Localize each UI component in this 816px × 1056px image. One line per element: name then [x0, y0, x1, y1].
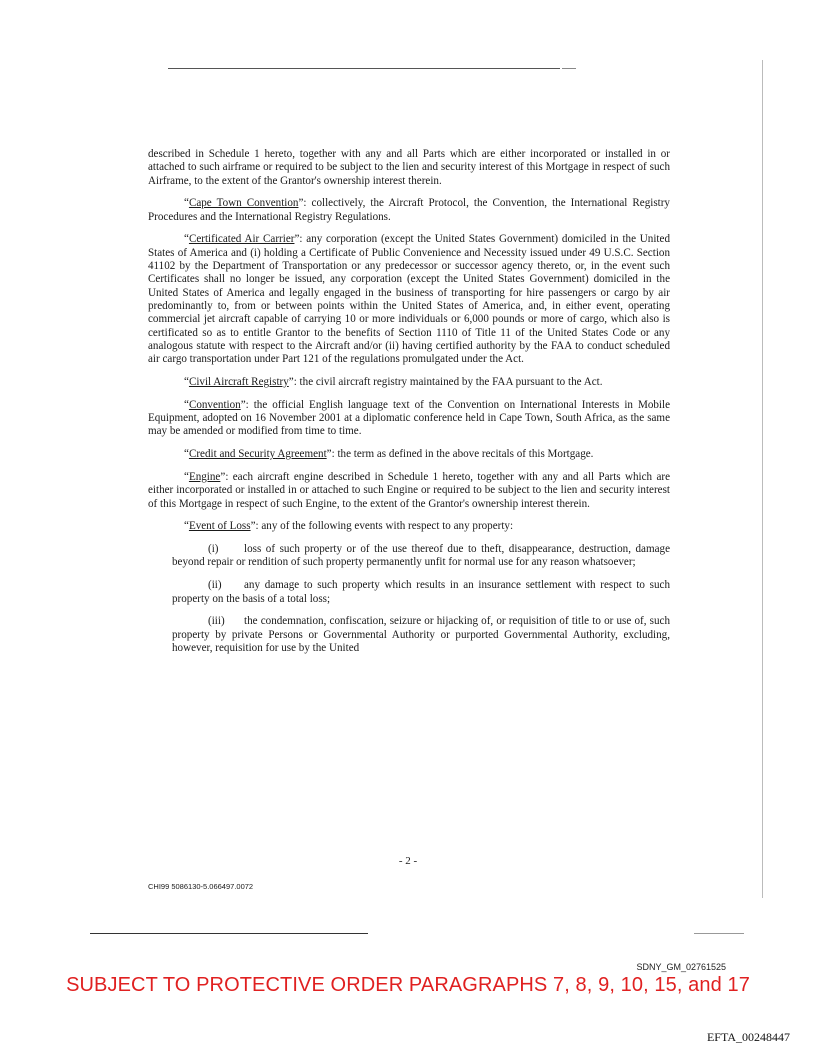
bates-number: SDNY_GM_02761525: [636, 962, 726, 972]
list-item-number: (ii): [208, 579, 222, 592]
definition-text: : the official English language text of the Convention on International Interests in Mobile Equipment, adopted on 16 November 2001 at a diplomatic conference held in Cape Town, South Africa, as the same may be amended or modified from time to time.: [148, 398, 670, 438]
definition-term: Certificated Air Carrier: [188, 233, 295, 246]
definition-text: : the term as defined in the above recitals of this Mortgage.: [331, 448, 594, 461]
efta-number: EFTA_00248447: [706, 1030, 790, 1044]
definition-term: Credit and Security Agreement: [188, 448, 327, 461]
list-item: [148, 579, 670, 606]
definition-cape-town: “Cape Town Convention”: collectively, the Aircraft Protocol, the Convention, the International Registry Procedures and the International Registry Regulations.: [148, 197, 670, 223]
bottom-scan-line: [90, 933, 368, 934]
definition-text: : the civil aircraft registry maintained by the FAA pursuant to the Act.: [293, 375, 603, 388]
protective-order-banner: SUBJECT TO PROTECTIVE ORDER PARAGRAPHS 7, 8, 9, 10, 15, and 17: [66, 974, 750, 996]
document-id: CHI99 5086130-5.066497.0072: [148, 882, 254, 891]
definition-term: Cape Town Convention: [188, 197, 299, 210]
definition-text: : any corporation (except the United States Government) domiciled in the United States of America and (i) holding a Certificate of Public Convenience and Necessity issued under 49 U.S.C. Section 41102 by the Department of Transportation or any predecessor or successor agency thereto, or, in the event such Certificates shall no longer be issued, any corporation (except the United States Government) domiciled in the United States of America and legally engaged in the business of transporting for hire passengers or cargo by air predominantly to, from or between points within the United States of America, and, in either event, operating commercial jet aircraft capable of carrying 10 or more individuals or 6,000 pounds or more of cargo, which also is certificated so as to entitle Grantor to the benefits of Section 1110 of Title 11 of the United States Code or any analogous statute with respect to the Aircraft and/or (ii) having certified authority by the FAA to conduct scheduled air cargo transportation under Part 121 of the regulations promulgated under the Act.: [148, 233, 670, 366]
definition-event-of-loss: “Event of Loss”: any of the following events with respect to any property:: [184, 520, 514, 533]
list-item: [148, 615, 670, 655]
definition-civil-aircraft-registry: “Civil Aircraft Registry”: the civil aircraft registry maintained by the FAA pursuant to the Act.: [184, 375, 603, 388]
definition-term: Convention: [188, 398, 241, 411]
definition-text: : any of the following events with respect to any property:: [255, 520, 514, 533]
page-number: - 2 -: [398, 855, 418, 867]
definition-text: : collectively, the Aircraft Protocol, the Convention, the International Registry Procedures and the International Registry Regulations.: [148, 197, 670, 223]
list-item-text: loss of such property or of the use thereof due to theft, disappearance, destruction, damage beyond repair or rendition of such property permanently unfit for normal use for any reason whatsoever;: [172, 543, 670, 569]
definition-term: Event of Loss: [188, 520, 251, 533]
top-scan-line: [168, 68, 560, 69]
bottom-scan-line-right: [694, 933, 744, 934]
definition-certificated-air-carrier: “Certificated Air Carrier”: any corporation (except the United States Government) domiciled in the United States of America and (i) holding a Certificate of Public Convenience and Necessity issued under 49 U.S.C. Section 41102 by the Department of Transportation or any predecessor or successor agency thereto, or, in the event such Certificates shall no longer be issued, any corporation (except the United States Government) domiciled in the United States of America and legally engaged in the business of transporting for hire passengers or cargo by air predominantly to, from or between points within the United States of America, and, in either event, operating commercial jet aircraft capable of carrying 10 or more individuals or 6,000 pounds or more of cargo, which also is certificated so as to entitle Grantor to the benefits of Section 1110 of Title 11 of the United States Code or any analogous statute with respect to the Aircraft and/or (ii) having certified authority by the FAA to conduct scheduled air cargo transportation under Part 121 of the regulations promulgated under the Act.: [148, 233, 670, 366]
list-item-number: (iii): [208, 615, 225, 628]
definition-convention: “Convention”: the official English language text of the Convention on International Interests in Mobile Equipment, adopted on 16 November 2001 at a diplomatic conference held in Cape Town, South Africa, as the same may be amended or modified from time to time.: [148, 398, 670, 438]
list-item: [148, 543, 670, 570]
definition-credit-security-agreement: “Credit and Security Agreement”: the term as defined in the above recitals of this Mortgage.: [184, 448, 594, 461]
top-scan-line-tail: [562, 68, 576, 69]
definition-term: Civil Aircraft Registry: [188, 375, 289, 388]
body-text: [148, 148, 670, 665]
definition-engine: “Engine”: each aircraft engine described in Schedule 1 hereto, together with any and all Parts which are either incorporated or installed in or attached to such Engine or required to be subject to the lien and security interest of this Mortgage in respect of such Engine, to the extent of the Grantor's ownership interest therein.: [148, 470, 670, 510]
definition-term: Engine: [188, 470, 221, 483]
list-item-number: (i): [208, 543, 219, 556]
right-edge-line: [762, 60, 763, 898]
list-item-text: the condemnation, confiscation, seizure or hijacking of, or requisition of title to or use of, such property by private Persons or Governmental Authority or purported Governmental Authority, excluding, however, requisition for use by the United: [172, 615, 670, 654]
definition-text: : each aircraft engine described in Schedule 1 hereto, together with any and all Parts which are either incorporated or installed in or attached to such Engine or required to be subject to the lien and security interest of this Mortgage in respect of such Engine, to the extent of the Grantor's ownership interest therein.: [148, 470, 670, 510]
list-item-text: any damage to such property which results in an insurance settlement with respect to such property on the basis of a total loss;: [172, 579, 670, 605]
intro-paragraph: described in Schedule 1 hereto, together with any and all Parts which are either incorporated or installed in or attached to such airframe or required to be subject to the lien and security interest of this Mortgage in respect of such Airframe, to the extent of the Grantor's ownership interest therein.: [148, 148, 670, 187]
